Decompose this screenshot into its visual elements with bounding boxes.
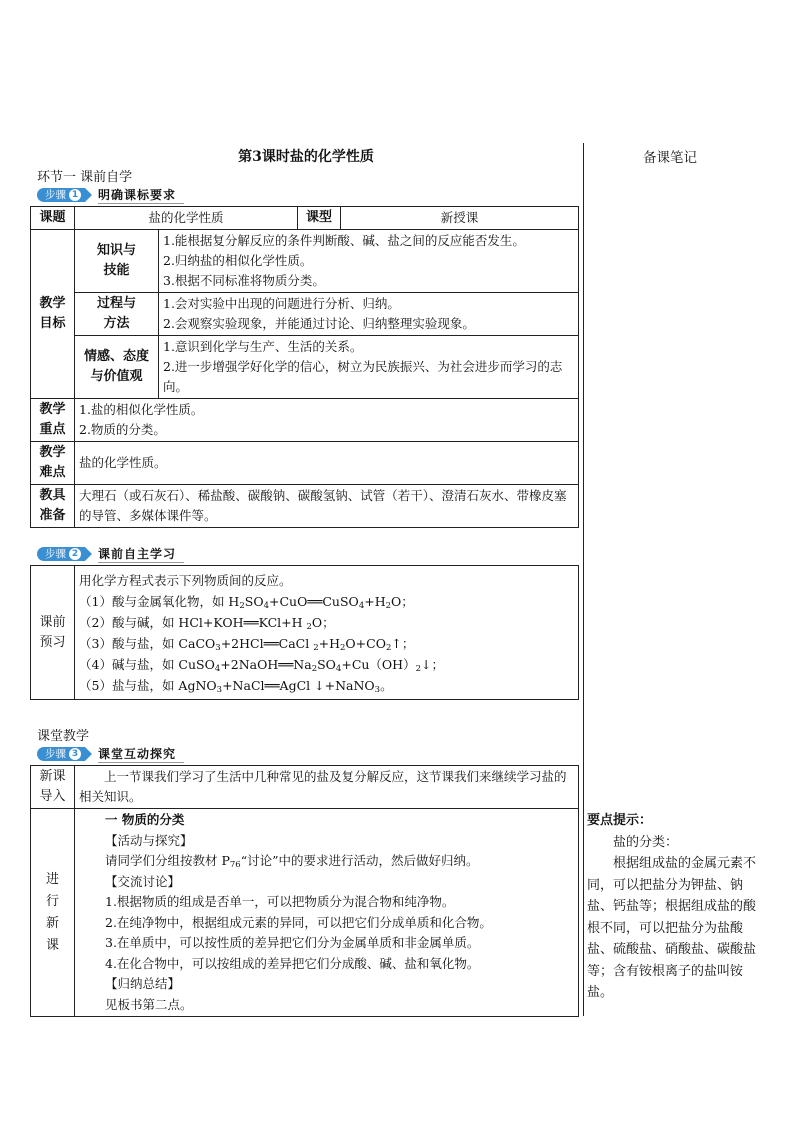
reaction-1: （1）酸与金属氧化物，如 $H_2SO_4+CuO══CuSO_4+H_2O$； <box>79 593 414 611</box>
step-2-banner <box>37 546 184 562</box>
preview-content <box>75 566 579 700</box>
discuss-item: 2.在纯净物中，根据组成元素的异同，可以把它们分成单质和化合物。 <box>105 914 492 930</box>
goals-table <box>30 206 579 528</box>
difficult-text: 盐的化学性质。 <box>75 442 579 485</box>
intro-label: 新课 导入 <box>31 766 75 809</box>
step-1-banner <box>37 187 184 203</box>
class-table <box>30 765 579 1017</box>
reaction-3: （3）酸与盐，如 CaCO$_3$+2HCl══CaCl $_2+H_2O+CO_2↑$； <box>79 635 415 653</box>
discuss-item: 4.在化合物中，可以按组成的差异把它们分成酸、碱、盐和氧化物。 <box>105 955 480 971</box>
key-points-p2: 根据组成盐的金属元素不同，可以把盐分为钾盐、钠盐、钙盐等；根据组成盐的酸根不同，可以把盐分为盐酸盐、硫酸盐、硝酸盐、碳酸盐等；含有铵根离子的盐叫铵盐。 <box>587 856 757 1000</box>
step-3-label: 课堂互动探究 <box>98 745 184 763</box>
discuss-item: 1.根据物质的组成是否单一，可以把物质分为混合物和纯净物。 <box>105 894 455 909</box>
process-items: 1.会对实验中出现的问题进行分析、归纳。 2.会观察实验现象，并能通过讨论、归纳整理实验现象。 <box>159 293 579 336</box>
notes-header: 备课笔记 <box>643 150 697 166</box>
classification-heading: 一 物质的分类 <box>105 812 185 827</box>
intro-text: 上一节课我们学习了生活中几种常见的盐及复分解反应，这节课我们来继续学习盐的相关知识。 <box>75 766 579 809</box>
key-points-p1: 盐的分类： <box>613 834 679 850</box>
key-points-heading: 要点提示： <box>587 813 653 828</box>
step-number: 2 <box>69 548 81 560</box>
section-pre-study: 环节一 课前自学 <box>37 170 133 185</box>
cell-type-label: 课型 <box>298 207 341 230</box>
step-pill-text: 步骤 <box>45 748 66 760</box>
attitude-items: 1.意识到化学与生产、生活的关系。 2.进一步增强学好化学的信心，树立为民族振兴、为社会进步而学习的志向。 <box>159 336 579 399</box>
activity-heading: 【活动与探究】 <box>105 832 193 848</box>
step-1-label: 明确课标要求 <box>98 186 184 204</box>
difficult-label: 教学 难点 <box>31 442 75 485</box>
main-label: 进 行 新 课 <box>31 809 75 1017</box>
tools-text: 大理石（或石灰石）、稀盐酸、碳酸钠、碳酸氢钠、试管（若干）、澄清石灰水、带橡皮塞的导管、多媒体课件等。 <box>75 485 579 528</box>
discuss-item: 3.在单质中，可以按性质的差异把它们分为金属单质和非金属单质。 <box>105 935 480 950</box>
activity-text: 请同学们分组按教材 $P_{76}“$讨论”中的要求进行活动，然后做好归纳。 <box>105 853 479 870</box>
margin-divider <box>583 143 584 1016</box>
section-classroom: 课堂教学 <box>37 729 90 744</box>
key-label: 教学 重点 <box>31 399 75 442</box>
step-pill-text: 步骤 <box>45 548 66 560</box>
preview-label: 课前 预习 <box>31 566 75 700</box>
attitude-label: 情感、态度 与价值观 <box>75 336 159 399</box>
knowledge-label: 知识与 技能 <box>75 230 159 293</box>
summary-heading: 【归纳总结】 <box>105 976 181 991</box>
goal-label: 教学 目标 <box>31 230 75 399</box>
page-title: 第3课时盐的化学性质 <box>238 149 374 165</box>
tools-label: 教具 准备 <box>31 485 75 528</box>
preview-intro: 用化学方程式表示下列物质间的反应。 <box>79 572 292 588</box>
key-points-note <box>587 810 762 1004</box>
summary-text: 见板书第二点。 <box>105 996 193 1012</box>
key-items: 1.盐的相似化学性质。 2.物质的分类。 <box>75 399 579 442</box>
reaction-2: （2）酸与碱，如 HCl+KOH══KCl+H $_2$O； <box>79 614 335 632</box>
knowledge-items: 1.能根据复分解反应的条件判断酸、碱、盐之间的反应能否发生。 2.归纳盐的相似化学性质。 3.根据不同标准将物质分类。 <box>159 230 579 293</box>
reaction-5: （5）盐与盐，如 AgNO$_3$+NaCl══AgCl ↓+NaNO$_3$。 <box>79 677 393 695</box>
process-label: 过程与 方法 <box>75 293 159 336</box>
step-3-banner <box>37 746 184 762</box>
cell-type: 新授课 <box>341 207 579 230</box>
step-number: 1 <box>69 189 81 201</box>
cell-topic: 盐的化学性质 <box>75 207 298 230</box>
reaction-4: （4）碱与盐，如 $CuSO_4+2NaOH══Na_2SO_4+Cu(OH)_2↓$； <box>79 656 444 674</box>
main-content <box>75 809 579 1017</box>
preview-table <box>30 565 579 700</box>
step-pill-text: 步骤 <box>45 189 66 201</box>
step-number: 3 <box>69 748 81 760</box>
step-2-label: 课前自主学习 <box>98 545 184 563</box>
cell-topic-label: 课题 <box>31 207 75 230</box>
discuss-heading: 【交流讨论】 <box>105 873 181 889</box>
